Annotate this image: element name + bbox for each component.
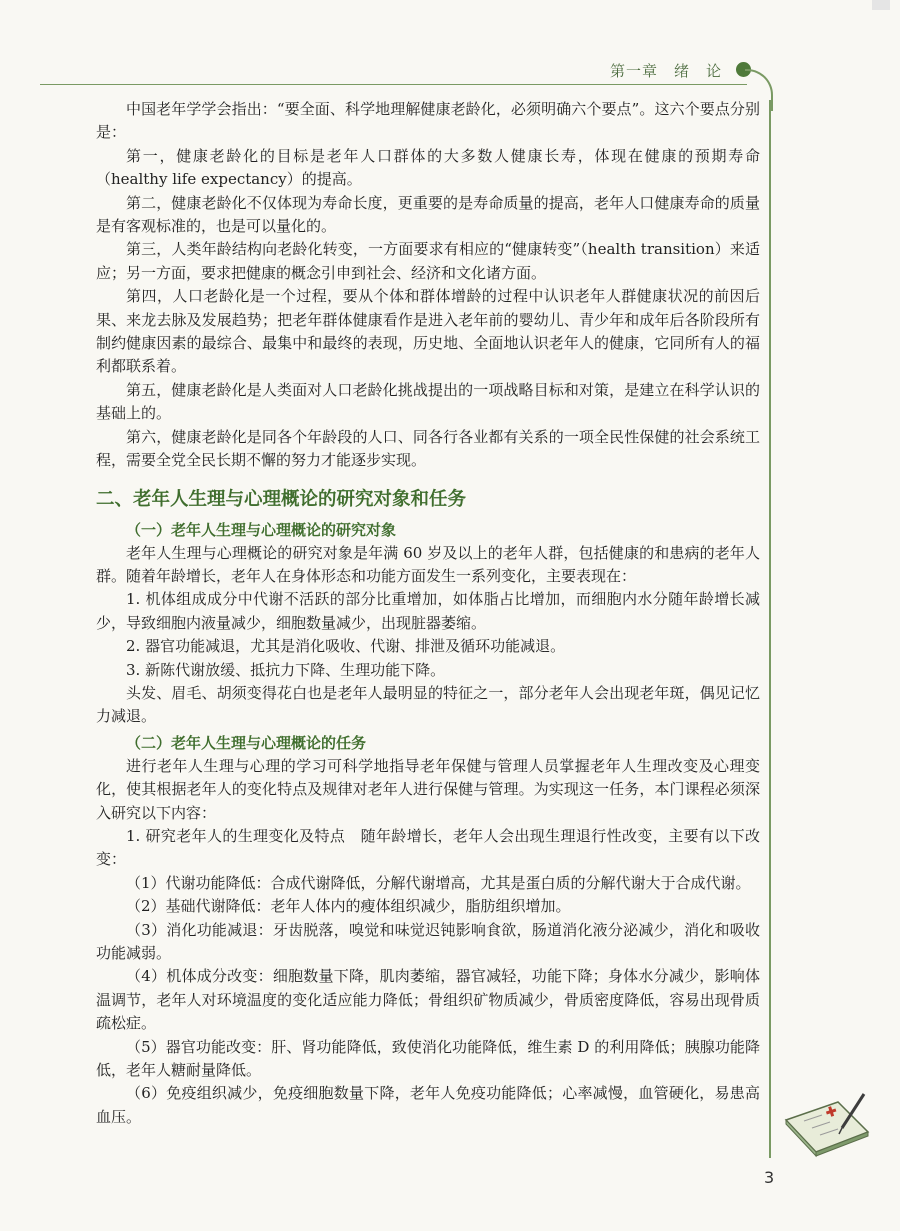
notepad-pencil-icon (782, 1088, 872, 1158)
paragraph: 第二，健康老龄化不仅体现为寿命长度，更重要的是寿命质量的提高，老年人口健康寿命的质量是有客观标准的，也是可以量化的。 (96, 193, 760, 236)
subsection-heading: （一）老年人生理与心理概论的研究对象 (126, 520, 397, 539)
list-item: 3. 新陈代谢放缓、抵抗力下降、生理功能下降。 (126, 660, 446, 679)
paragraph: 第六，健康老龄化是同各个年龄段的人口、同各行各业都有关系的一项全民性保健的社会系统工程，需要全党全民长期不懈的努力才能逐步实现。 (96, 427, 760, 470)
paragraph: 头发、眉毛、胡须变得花白也是老年人最明显的特征之一，部分老年人会出现老年斑，偶见记忆力减退。 (96, 683, 760, 726)
page-body (96, 98, 760, 1129)
subsection-heading: （二）老年人生理与心理概论的任务 (126, 733, 367, 752)
list-item: 1. 机体组成成分中代谢不活跃的部分比重增加，如体脂占比增加，而细胞内水分随年龄增长减少，导致细胞内液量减少，细胞数量减少，出现脏器萎缩。 (96, 590, 760, 632)
header-rule (40, 84, 747, 85)
list-item: （5）器官功能改变：肝、肾功能降低，致使消化功能降低，维生素 D 的利用降低；胰腺功能降低，老年人糖耐量降低。 (96, 1037, 760, 1080)
list-item: 1. 研究老年人的生理变化及特点 随年龄增长，老年人会出现生理退行性改变，主要有以下改变： (96, 826, 760, 869)
list-item: （2）基础代谢降低：老年人体内的瘦体组织减少，脂肪组织增加。 (126, 897, 571, 916)
paragraph: 第四，人口老龄化是一个过程，要从个体和群体增龄的过程中认识老年人群健康状况的前因后果、来龙去脉及发展趋势；把老年群体健康看作是进入老年前的婴幼儿、青少年和成年后各阶段所有制约健康因素的最综合、最集中和最终的表现，历史地、全面地认识老年人的健康，它同所有人的福利都联系着。 (96, 287, 760, 376)
page-number: 3 (764, 1168, 775, 1187)
corner-mark (872, 0, 890, 10)
paragraph: 第五，健康老龄化是人类面对人口老龄化挑战提出的一项战略目标和对策，是建立在科学认识的基础上的。 (96, 380, 760, 423)
list-item: 2. 器官功能减退，尤其是消化吸收、代谢、排泄及循环功能减退。 (126, 637, 566, 656)
paragraph: 第一，健康老龄化的目标是老年人口群体的大多数人健康长寿，体现在健康的预期寿命（healthy life expectancy）的提高。 (96, 146, 760, 189)
margin-rule (769, 100, 771, 1158)
list-item: （6）免疫组织减少，免疫细胞数量下降，老年人免疫功能降低；心率减慢，血管硬化，易患高血压。 (96, 1084, 760, 1126)
paragraph: 第三，人类年龄结构向老龄化转变，一方面要求有相应的“健康转变”（health transition）来适应；另一方面，要求把健康的概念引申到社会、经济和文化诸方面。 (96, 240, 760, 282)
section-heading: 二、老年人生理与心理概论的研究对象和任务 (96, 488, 467, 510)
list-item: （3）消化功能减退：牙齿脱落，嗅觉和味觉迟钝影响食欲，肠道消化液分泌减少，消化和吸收功能减弱。 (96, 920, 760, 962)
paragraph: 老年人生理与心理概论的研究对象是年满 60 岁及以上的老年人群，包括健康的和患病的老年人群。随着年龄增长，老年人在身体形态和功能方面发生一系列变化，主要表现在： (96, 543, 760, 585)
chapter-header: 第一章 绪 论 (609, 62, 722, 80)
paragraph: 进行老年人生理与心理的学习可科学地指导老年保健与管理人员掌握老年人生理改变及心理变化，使其根据老年人的变化特点及规律对老年人进行保健与管理。为实现这一任务，本门课程必须深入研究以下内容： (96, 756, 760, 822)
paragraph: 中国老年学学会指出：“要全面、科学地理解健康老龄化，必须明确六个要点”。这六个要点分别是： (96, 100, 760, 142)
list-item: （1）代谢功能降低：合成代谢降低，分解代谢增高，尤其是蛋白质的分解代谢大于合成代谢。 (126, 873, 751, 892)
list-item: （4）机体成分改变：细胞数量下降，肌肉萎缩，器官减轻，功能下降；身体水分减少，影响体温调节，老年人对环境温度的变化适应能力降低；骨组织矿物质减少，骨质密度降低，容易出现骨质疏松症。 (96, 967, 760, 1033)
